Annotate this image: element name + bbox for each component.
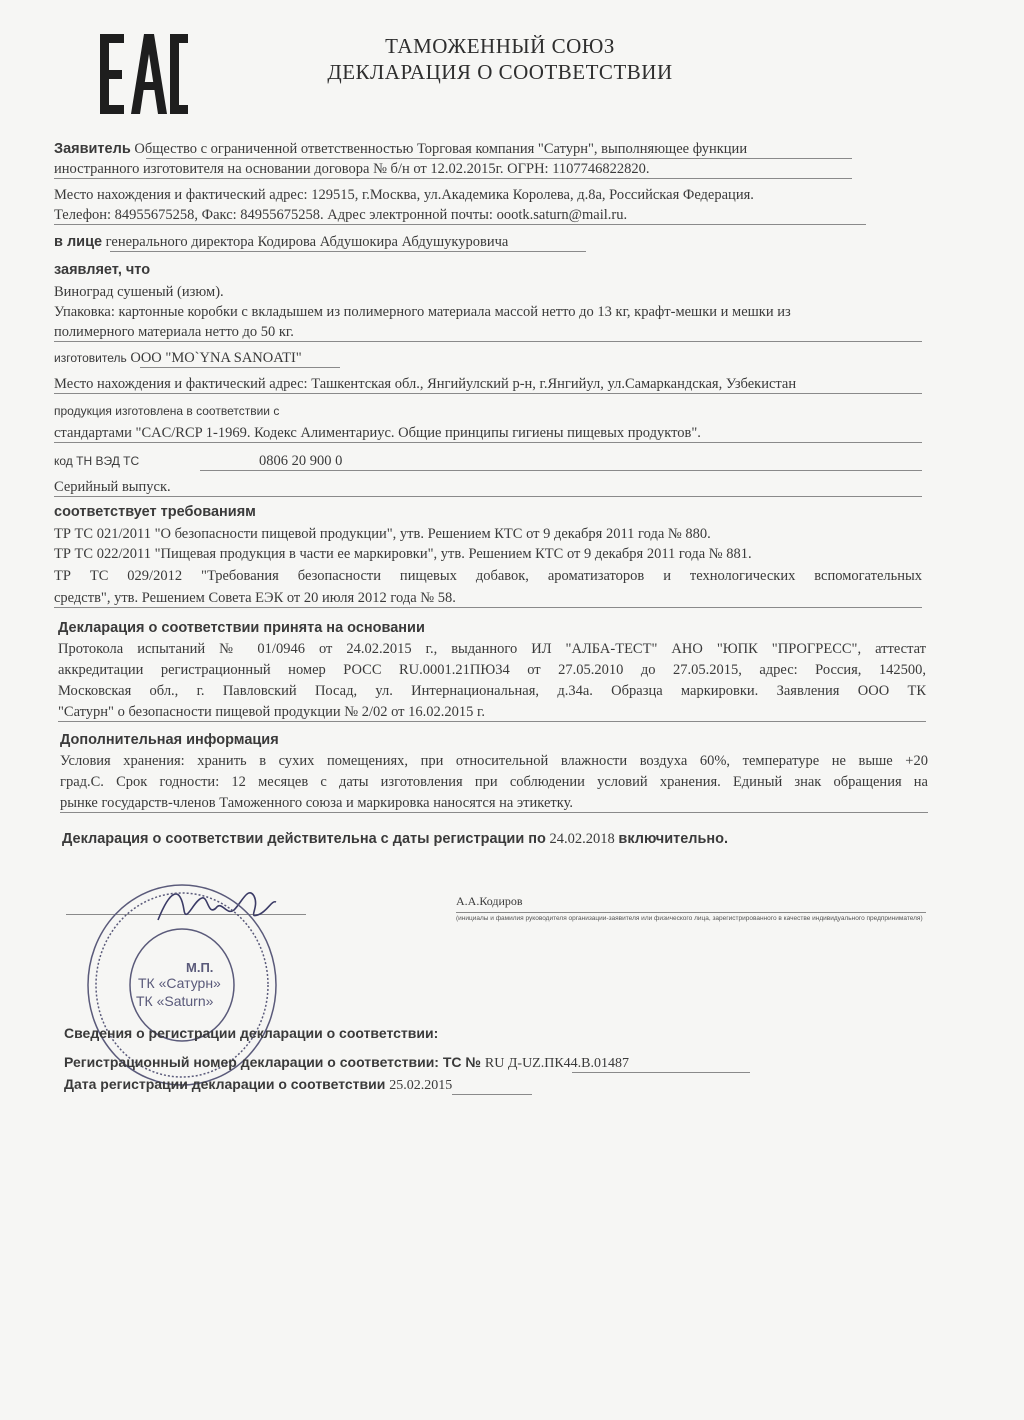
validity-line xyxy=(62,830,942,848)
applicant-contacts: Телефон: 84955675258, Факс: 84955675258. Адрес электронной почты: oootk.saturn@mail.ru. xyxy=(54,207,628,223)
standards-text: стандартами "CAC/RCP 1-1969. Кодекс Алиментариус. Общие принципы гигиены пищевых продуктов". xyxy=(54,425,701,441)
registration-number-label: Регистрационный номер декларации о соответствии: ТС № xyxy=(64,1054,482,1070)
validity-suffix: включительно. xyxy=(618,831,729,847)
signatory-caption: (инициалы и фамилия руководителя организации-заявителя или физического лица, зарегистрированного в качестве индивидуального предпринимателя) xyxy=(456,915,923,922)
serial-text: Серийный выпуск. xyxy=(54,479,171,495)
manufacturer-name: ООО "MO`YNA SANOATI" xyxy=(130,350,302,366)
additional-line1: Условия хранения: хранить в сухих помещениях, при относительной влажности воздуха 60%, температуре не выше +20 xyxy=(60,753,928,769)
registration-title: Сведения о регистрации декларации о соответствии: xyxy=(64,1025,439,1041)
applicant-label: Заявитель xyxy=(54,141,131,157)
manufacturer-address: Место нахождения и фактический адрес: Ташкентская обл., Янгийулский р-н, г.Янгийул, ул.Самаркандская, Узбекистан xyxy=(54,376,797,392)
additional-line2: град.С. Срок годности: 12 месяцев с даты изготовления при соблюдении условий хранения. Единый знак обращения на xyxy=(60,774,928,790)
requirements-line1: ТР ТС 021/2011 "О безопасности пищевой продукции", утв. Решением КТС от 9 декабря 2011 года № 880. xyxy=(54,526,711,542)
registration-number-value: RU Д-UZ.ПК44.В.01487 xyxy=(484,1056,630,1071)
svg-text:ТК «Сатурн»: ТК «Сатурн» xyxy=(138,975,221,991)
requirements-line2: ТР ТС 022/2011 "Пищевая продукция в части ее маркировки", утв. Решением КТС от 9 декабря 2011 года № 881. xyxy=(54,546,752,562)
registration-number-line xyxy=(64,1054,629,1072)
signatory-name: А.А.Кодиров xyxy=(456,894,523,908)
representative-label: в лице xyxy=(54,234,103,250)
applicant-line1 xyxy=(54,140,934,158)
code-label: код ТН ВЭД ТС xyxy=(54,454,140,468)
code-value: 0806 20 900 0 xyxy=(259,453,343,469)
eac-logo xyxy=(98,30,188,118)
registration-date-label: Дата регистрации декларации о соответствии xyxy=(64,1076,386,1092)
header-title-line1: ТАМОЖЕННЫЙ СОЮЗ xyxy=(385,34,615,58)
applicant-address: Место нахождения и фактический адрес: 129515, г.Москва, ул.Академика Королева, д.8а, Российская Федерация. xyxy=(54,187,754,203)
requirements-line4: средств", утв. Решением Совета ЕЭК от 20 июля 2012 года № 58. xyxy=(54,590,456,606)
basis-line4: "Сатурн" о безопасности пищевой продукции № 2/02 от 16.02.2015 г. xyxy=(58,704,485,720)
header-title-line2: ДЕКЛАРАЦИЯ О СООТВЕТСТВИИ xyxy=(327,60,673,84)
requirements-line3: ТР ТС 029/2012 "Требования безопасности пищевых добавок, ароматизаторов и технологических вспомогательных xyxy=(54,568,922,584)
manufacturer-line xyxy=(54,349,934,367)
registration-date-line xyxy=(64,1076,452,1094)
product-name: Виноград сушеный (изюм). xyxy=(54,284,224,300)
svg-text:М.П.: М.П. xyxy=(186,960,214,975)
additional-title: Дополнительная информация xyxy=(60,732,279,748)
applicant-line2: иностранного изготовителя на основании договора № б/н от 12.02.2015г. ОГРН: 1107746822820. xyxy=(54,161,650,177)
registration-date-value: 25.02.2015 xyxy=(389,1078,453,1093)
svg-text:ТК «Saturn»: ТК «Saturn» xyxy=(136,993,214,1009)
additional-line3: рынке государств-членов Таможенного союза и маркировка наносятся на этикетку. xyxy=(60,795,573,811)
manufacturer-label: изготовитель xyxy=(54,351,127,365)
standards-label: продукция изготовлена в соответствии с xyxy=(54,404,280,418)
basis-line1: Протокола испытаний № 01/0946 от 24.02.2015 г., выданного ИЛ "АЛБА-ТЕСТ" АНО "ЮПК "ПРОГРЕСС", аттестат xyxy=(58,641,926,657)
representative-line xyxy=(54,233,934,251)
representative-text: генерального директора Кодирова Абдушокира Абдушукуровича xyxy=(105,234,509,250)
declares-label: заявляет, что xyxy=(54,262,151,278)
product-pack-line2: полимерного материала нетто до 50 кг. xyxy=(54,324,294,340)
requirements-title: соответствует требованиям xyxy=(54,504,256,520)
basis-line2: аккредитации регистрационный номер РОСС RU.0001.21ПЮ34 от 27.05.2010 до 27.05.2015, адрес: Россия, 142500, xyxy=(58,662,926,678)
basis-title: Декларация о соответствии принята на основании xyxy=(58,620,425,636)
basis-line3: Московская обл., г. Павловский Посад, ул. Интернациональная, д.34а. Образца маркировки. Заявления ООО ТК xyxy=(58,683,926,699)
applicant-text: Общество с ограниченной ответственностью Торговая компания "Сатурн", выполняющее функции xyxy=(134,141,748,157)
validity-text: Декларация о соответствии действительна с даты регистрации по xyxy=(62,831,546,847)
product-pack-line1: Упаковка: картонные коробки с вкладышем из полимерного материала массой нетто до 13 кг, крафт-мешки и мешки из xyxy=(54,304,791,320)
code-line xyxy=(54,452,934,470)
validity-date: 24.02.2018 xyxy=(549,831,615,847)
